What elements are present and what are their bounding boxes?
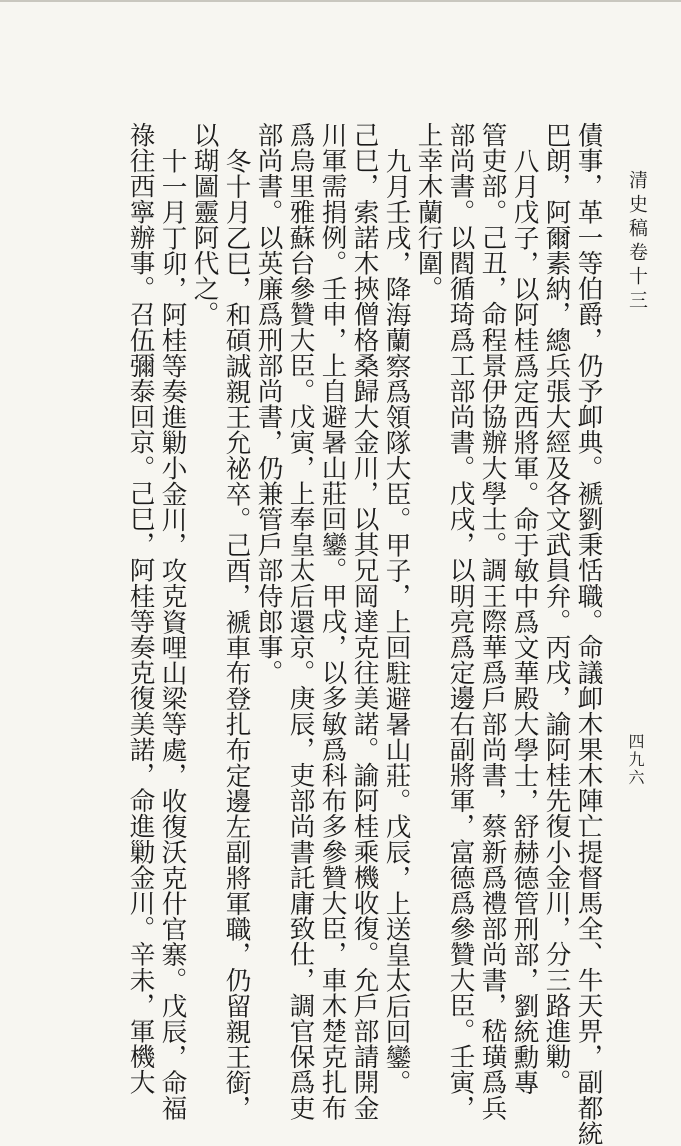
text-column-2: 巴朗，阿爾素納，總兵張大經及各文武員弁。丙戌，諭阿桂先復小金川，分三路進勦。: [541, 122, 572, 1095]
text-column-10: 爲烏里雅蘇台參贊大臣。戊寅，上奉皇太后還京。庚辰，吏部尚書託庸致仕，調官保爲吏: [285, 122, 316, 1121]
text-column-4: 管吏部。己丑，命程景伊協辦大學士。調王際華爲戶部尚書，蔡新爲禮部尚書，嵇璜爲兵: [477, 122, 508, 1121]
text-column-11: 部尚書。以英廉爲刑部尚書，仍兼管戶部侍郎事。: [253, 122, 284, 686]
text-column-13: 以瑚圖靈阿代之。: [189, 122, 220, 327]
text-column-3: 八月戊子，以阿桂爲定西將軍。命于敏中爲文華殿大學士，舒赫德管刑部，劉統勳專: [509, 148, 540, 1096]
text-column-9: 川軍需捐例。壬申，上自避暑山莊回鑾。甲戌，以多敏爲科布多參贊大臣，車木楚克扎布: [317, 122, 348, 1121]
text-column-5: 部尚書。以閻循琦爲工部尚書。戊戌，以明亮爲定邊右副將軍，富德爲參贊大臣。壬寅，: [445, 122, 476, 1121]
text-column-14: 十一月丁卯，阿桂等奏進勦小金川，攻克資哩山梁等處，收復沃克什官寨。戊辰，命福: [157, 148, 188, 1121]
text-column-6: 上幸木蘭行圍。: [413, 122, 444, 302]
text-column-7: 九月壬戌，降海蘭察爲領隊大臣。甲子，上回駐避暑山莊。戊辰，上送皇太后回鑾。: [381, 148, 412, 1096]
page-number: 四九六: [626, 733, 645, 787]
text-column-8: 己巳，索諾木挾僧格桑歸大金川，以其兄岡達克往美諾。諭阿桂乘機收復。允戶部請開金: [349, 122, 380, 1121]
running-header: 清史稿卷十三: [626, 170, 648, 314]
text-column-1: 債事，革一等伯爵，仍予卹典。褫劉秉恬職。命議卹木果木陣亡提督馬全、牛天畀，副都統: [573, 122, 604, 1146]
page-top-edge: [0, 0, 681, 2]
text-column-15: 祿往西寧辦事。召伍彌泰回京。己巳，阿桂等奏克復美諾，命進勦金川。辛未，軍機大: [125, 122, 156, 1095]
text-column-12: 冬十月乙巳，和碩誠親王允祕卒。己酉，褫車布登扎布定邊左副將軍職，仍留親王銜，: [221, 148, 252, 1121]
